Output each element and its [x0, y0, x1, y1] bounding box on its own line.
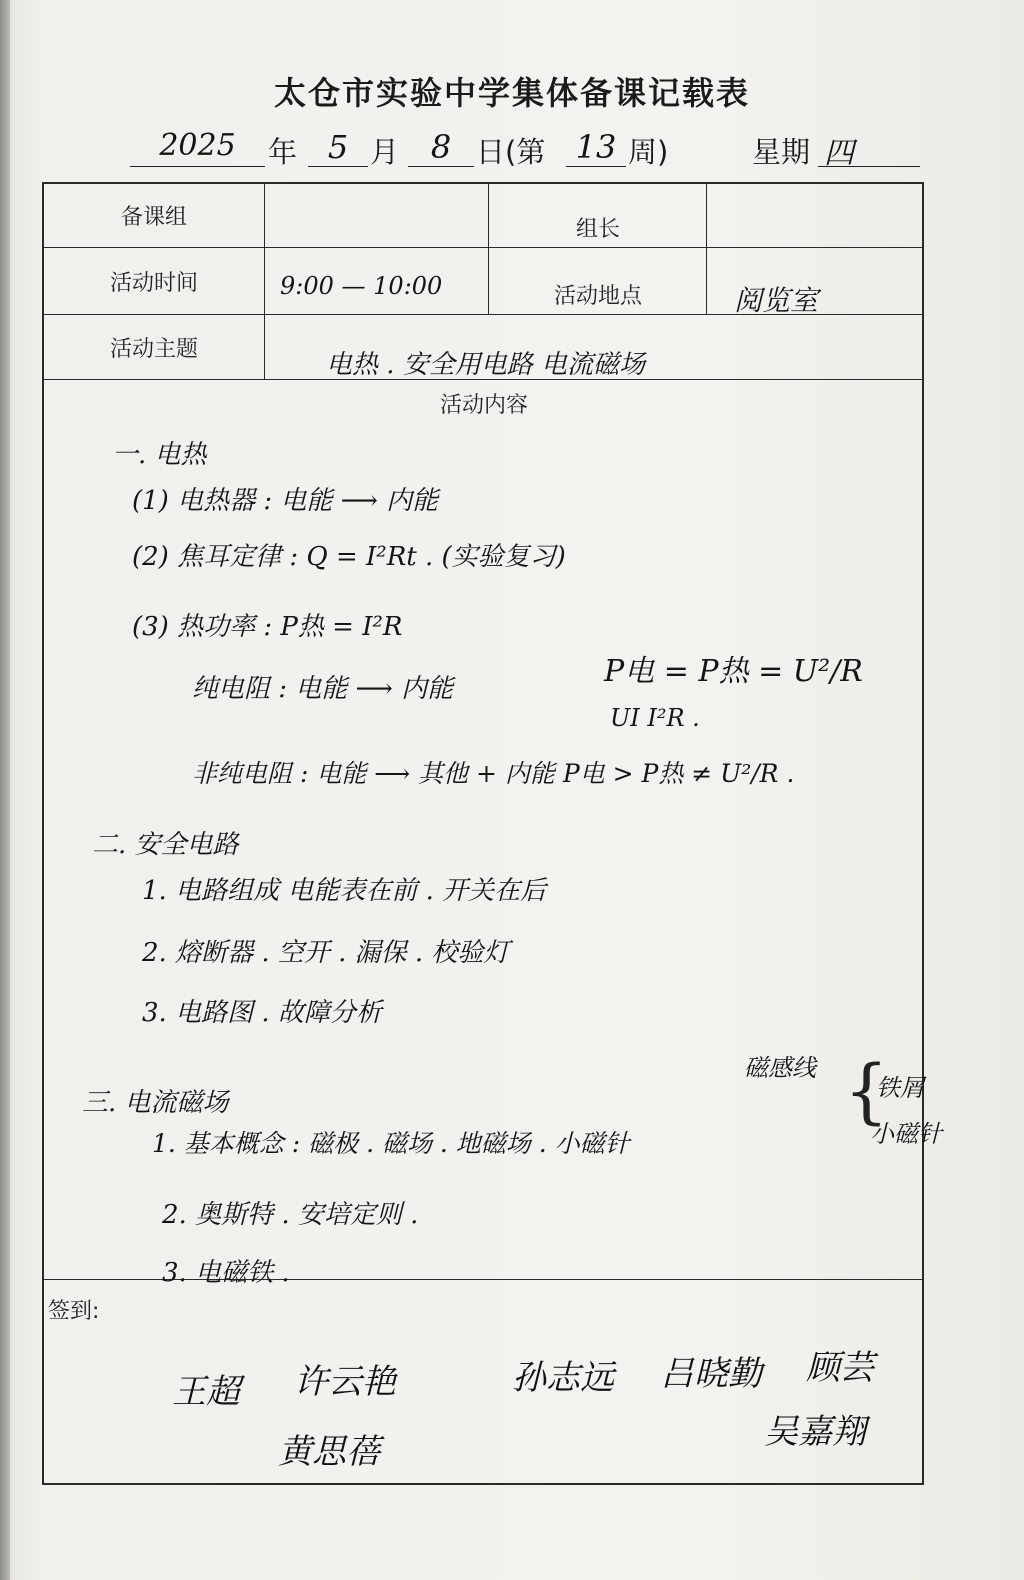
- leader-label: 组长: [575, 217, 620, 242]
- signature: 吕晓勤: [660, 1354, 762, 1394]
- signature: 许云艳: [294, 1362, 396, 1402]
- date-line: [130, 128, 920, 178]
- day-label: 日(第: [476, 135, 546, 169]
- section-1-item-2: (2) 焦耳定律 : Q = I²Rt . (实验复习): [132, 542, 566, 572]
- col-divider-2: [488, 184, 489, 314]
- iron-filings-note: 铁屑: [876, 1074, 924, 1102]
- section-1-heading: 一. 电热: [112, 440, 207, 470]
- signature: 王超: [172, 1372, 240, 1412]
- place-label: 活动地点: [553, 284, 642, 309]
- section-2-item-2: 2. 熔断器 . 空开 . 漏保 . 校验灯: [142, 938, 510, 968]
- topic-value: 电热 . 安全用电路 电流磁场: [326, 350, 646, 380]
- form-title: 太仓市实验中学集体备课记载表: [273, 74, 750, 112]
- brace: {: [844, 1050, 889, 1132]
- signature: 孙志远: [512, 1358, 614, 1398]
- month-label: 月: [370, 135, 400, 169]
- week-value: 13: [566, 128, 626, 167]
- pure-resistor-line: 纯电阻 : 电能 ⟶ 内能: [192, 674, 454, 704]
- month-value: 5: [308, 128, 368, 167]
- signature: 黄思蓓: [278, 1432, 380, 1472]
- nonpure-resistor-line: 非纯电阻 : 电能 ⟶ 其他 + 内能 P电 > P热 ≠ U²/R .: [192, 759, 795, 788]
- section-1-item-1: (1) 电热器 : 电能 ⟶ 内能: [132, 486, 439, 516]
- section-3-item-1: 1. 基本概念 : 磁极 . 磁场 . 地磁场 . 小磁针: [152, 1129, 630, 1158]
- section-3-item-2: 2. 奥斯特 . 安培定则 .: [162, 1200, 419, 1230]
- signature: 吴嘉翔: [764, 1412, 866, 1452]
- row-divider-1: [44, 247, 922, 248]
- year-value: 2025: [130, 128, 265, 167]
- time-value: 9:00 — 10:00: [280, 272, 443, 300]
- content-header: 活动内容: [439, 393, 528, 418]
- section-3-item-3: 3. 电磁铁 .: [162, 1258, 290, 1288]
- place-value: 阅览室: [734, 284, 819, 317]
- pure-resistor-equation-sub: UI I²R .: [610, 704, 700, 732]
- weekday-label: 星期: [752, 135, 811, 169]
- section-2-item-3: 3. 电路图 . 故障分析: [142, 998, 382, 1028]
- day-value: 8: [408, 128, 474, 167]
- col-divider-1: [264, 184, 265, 379]
- col-divider-3: [706, 184, 707, 314]
- pure-resistor-equation: P电 = P热 = U²/R: [604, 654, 863, 689]
- group-label: 备课组: [120, 205, 187, 230]
- section-2-item-1: 1. 电路组成 电能表在前 . 开关在后: [142, 876, 547, 906]
- binding-edge: [0, 0, 10, 1580]
- signature: 顾芸: [806, 1348, 874, 1388]
- section-3-heading: 三. 电流磁场: [82, 1088, 229, 1118]
- week-label: 周): [628, 135, 669, 169]
- magnetic-line-note: 磁感线: [744, 1054, 816, 1082]
- topic-label: 活动主题: [109, 337, 198, 362]
- sign-in-label: 签到:: [48, 1299, 100, 1324]
- year-label: 年: [268, 135, 298, 169]
- time-label: 活动时间: [109, 271, 198, 296]
- section-2-heading: 二. 安全电路: [92, 830, 239, 860]
- weekday-value: 四: [818, 128, 920, 167]
- small-needle-note: 小磁针: [870, 1120, 942, 1148]
- section-1-item-3: (3) 热功率 : P热 = I²R: [132, 612, 403, 642]
- lesson-prep-form: [42, 182, 942, 1485]
